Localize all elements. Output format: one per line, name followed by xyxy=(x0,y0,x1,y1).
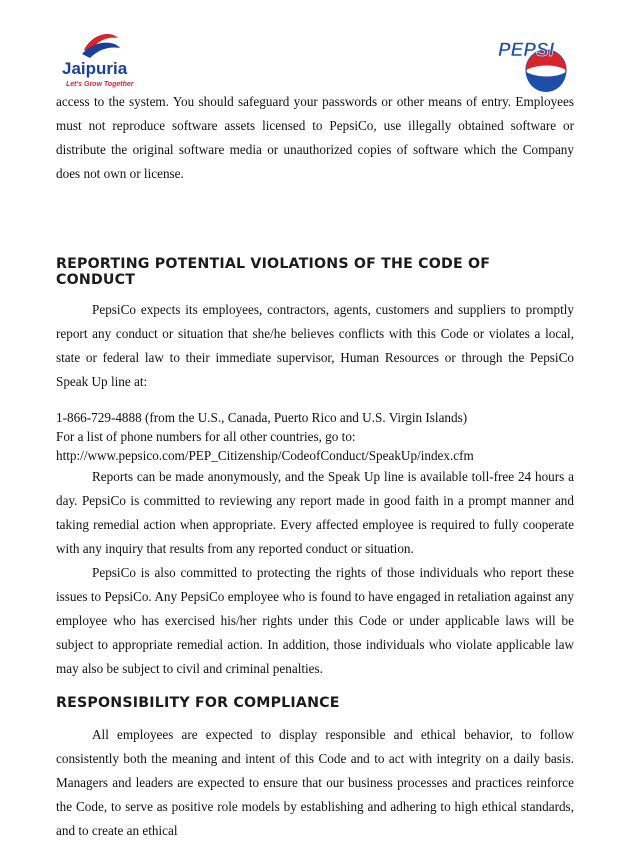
phone-line: 1-866-729-4888 (from the U.S., Canada, Puerto Rico and U.S. Virgin Islands) xyxy=(56,410,468,425)
document-body xyxy=(56,90,574,843)
jaipuria-logo xyxy=(54,28,144,90)
responsibility-paragraph-1: All employees are expected to display responsible and ethical behavior, to follow consistently both the meaning and intent of this Code and to act with integrity on a daily basis. Managers and leaders are expected to ensure that our business processes and practices reinforce the Code, to serve as positive role models by establishing and adhering to high ethical standards, and to create an ethical xyxy=(56,727,574,838)
speak-up-url[interactable]: http://www.pepsico.com/PEP_Citizenship/CodeofConduct/SpeakUp/index.cfm xyxy=(56,448,474,463)
speak-up-contact xyxy=(56,408,574,465)
jaipuria-tagline: Let's Grow Together xyxy=(66,81,134,88)
reporting-paragraph-2: Reports can be made anonymously, and the Speak Up line is available toll-free 24 hours a day. PepsiCo is committed to reviewing any report made in good faith in a prompt manner and taking remedial action when appropriate. Every affected employee is required to fully cooperate with any inquiry that results from any reported conduct or situation. xyxy=(56,469,574,556)
jaipuria-wordmark: Jaipuria xyxy=(62,59,128,78)
pepsi-logo xyxy=(494,34,574,94)
reporting-paragraph-1: PepsiCo expects its employees, contractors, agents, customers and suppliers to promptly report any conduct or situation that she/he believes conflicts with this Code or violates a local, state or federal law to their immediate supervisor, Human Resources or through the PepsiCo Speak Up line at: xyxy=(56,302,574,389)
responsibility-heading: RESPONSIBILITY FOR COMPLIANCE xyxy=(56,695,340,711)
intro-paragraph: access to the system. You should safeguard your passwords or other means of entry. Employees must not reproduce software assets licensed to PepsiCo, use illegally obtained software or distribute the original software media or unauthorized copies of software which the Company does not own or license. xyxy=(56,94,574,181)
reporting-paragraph-3: PepsiCo is also committed to protecting the rights of those individuals who report these issues to PepsiCo. Any PepsiCo employee who is found to have engaged in retaliation against any employee who has exercised his/her rights under this Code or under applicable laws will be subject to appropriate remedial action. In addition, those individuals who violate applicable law may also be subject to civil and criminal penalties. xyxy=(56,565,574,676)
reporting-heading: REPORTING POTENTIAL VIOLATIONS OF THE CODE OF CONDUCT xyxy=(56,256,491,288)
pepsi-wordmark: PEPSI xyxy=(498,40,554,61)
phone-list-line: For a list of phone numbers for all other countries, go to: xyxy=(56,429,356,444)
